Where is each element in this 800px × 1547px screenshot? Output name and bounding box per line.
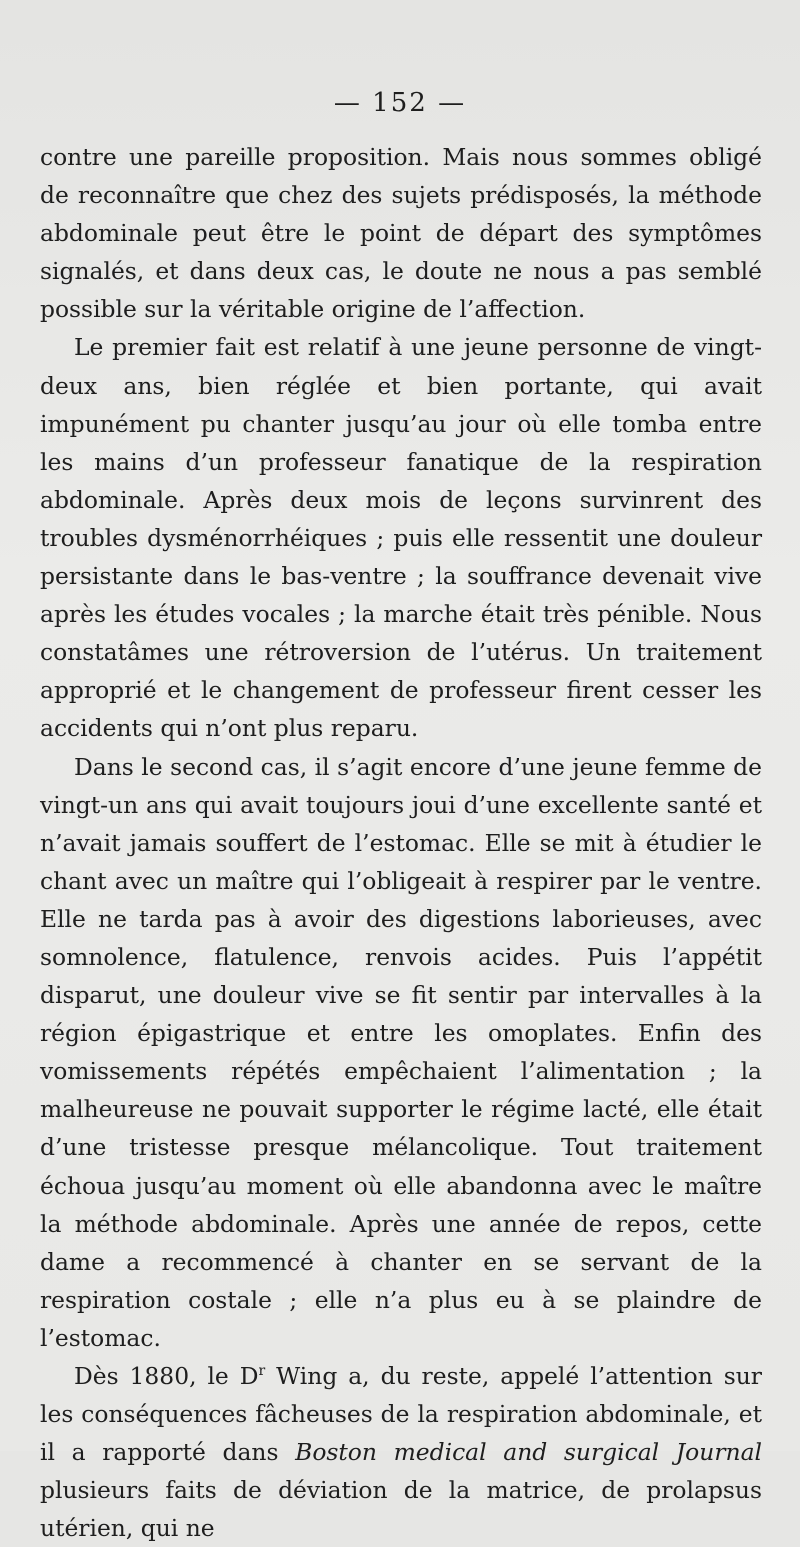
journal-title: Boston medical and surgical Journal <box>295 1438 762 1467</box>
paragraph-wing <box>40 1357 762 1547</box>
wing-text-end: plusieurs faits de déviation de la matrice, de prolapsus utérien, qui ne <box>40 1476 762 1543</box>
paragraph-first-case: Le premier fait est relatif à une jeune personne de vingt-deux ans, bien réglée et bien portante, qui avait impunément pu chanter jusqu’au jour où elle tomba entre les mains d’un professeur fanatique de la respiration abdominale. Après deux mois de leçons survinrent des troubles dysménorrhéiques ; puis elle ressentit une douleur persistante dans le bas-ventre ; la souffrance devenait vive après les études vocales ; la marche était très pénible. Nous constatâmes une rétroversion de l’utérus. Un traitement approprié et le changement de professeur firent cesser les accidents qui n’ont plus reparu. <box>40 333 762 743</box>
body-text <box>40 138 762 1547</box>
page-number: — 152 — <box>333 88 467 118</box>
paragraph-second-case: Dans le second cas, il s’agit encore d’une jeune femme de vingt-un ans qui avait toujours joui d’une excellente santé et n’avait jamais souffert de l’estomac. Elle se mit à étudier le chant avec un maître qui l’obligeait à respirer par le ventre. Elle ne tarda pas à avoir des digestions laborieuses, avec somnolence, flatulence, renvois acides. Puis l’appétit disparut, une douleur vive se fit sentir par intervalles à la région épigastrique et entre les omoplates. Enfin des vomissements répétés empêchaient l’alimentation ; la malheureuse ne pouvait supporter le régime lacté, elle était d’une tristesse presque mélancolique. Tout traitement échoua jusqu’au moment où elle abandonna avec le maître la méthode abdominale. Après une année de repos, cette dame a recommencé à chanter en se servant de la respiration costale ; elle n’a plus eu à se plaindre de l’estomac. <box>40 752 762 1352</box>
paragraph-continuation: contre une pareille proposition. Mais nous sommes obligé de reconnaître que chez des sujets prédisposés, la méthode abdominale peut être le point de départ des symptômes signalés, et dans deux cas, le doute ne nous a pas semblé possible sur la véritable origine de l’affection. <box>40 143 762 324</box>
doctor-superscript: r <box>258 1363 266 1380</box>
wing-text-start: Dès 1880, le D <box>74 1362 259 1390</box>
wing-text-middle: Wing a, du reste, appelé l’attention sur les conséquences fâcheuses de la respiration abdominale, et il a rapporté dans <box>40 1362 762 1467</box>
